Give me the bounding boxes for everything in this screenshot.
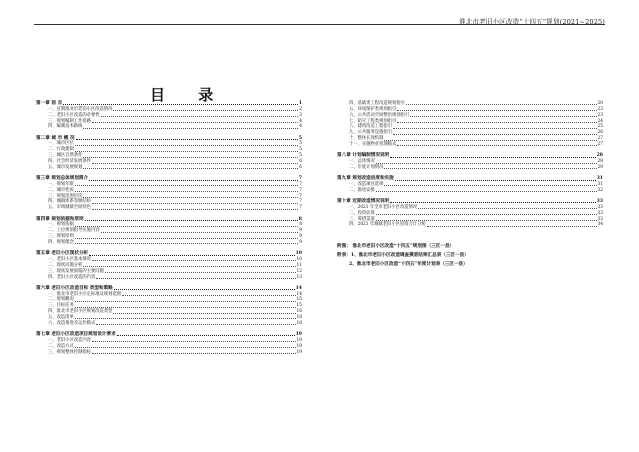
toc-page-number: 11 (296, 262, 302, 268)
toc-page-number: 34 (597, 222, 603, 228)
toc-leader-dots (89, 180, 298, 181)
toc-leader-dots (92, 341, 296, 342)
toc-leader-dots (92, 353, 296, 354)
toc-page-number: 10 (296, 256, 302, 262)
toc-page-number: 26 (597, 130, 603, 136)
toc-leader-dots (122, 295, 295, 296)
toc-page-number: 5 (299, 141, 302, 147)
toc-leader-dots (397, 145, 596, 146)
toc-leader-dots (92, 209, 298, 210)
toc-entry-title: 四、编制技术路线 (48, 124, 83, 130)
toc-leader-dots (92, 163, 298, 164)
toc-section-entry[interactable] (36, 350, 302, 356)
toc-entry-title: 五、改造清单 (48, 314, 74, 320)
toc-page-number: 9 (299, 228, 302, 234)
toc-section-entry[interactable] (36, 205, 302, 211)
toc-leader-dots (406, 104, 597, 105)
toc-entry-title: 七、防灾工程类规划指引 (349, 118, 397, 124)
toc-page-number: 7 (298, 176, 302, 182)
toc-entry-title: 一、近期淮北市老旧小区改造情况 (48, 106, 113, 112)
toc-entry-title: 五、城市发展规划 (48, 164, 83, 170)
toc-entry-title: 第五章 老旧小区现状分析 (36, 251, 89, 257)
toc-leader-dots (117, 335, 295, 336)
toc-entry-title: 四、淮北市老旧小区规划改造类型 (48, 309, 113, 315)
toc-leader-dots (397, 110, 596, 111)
page-header: 淮北市老旧小区改造“十四五”规划(2021~2025) (459, 18, 605, 26)
toc-page-number: 4 (299, 124, 302, 130)
toc-page-number: 27 (597, 136, 603, 142)
toc-leader-dots (75, 185, 298, 186)
toc-leader-dots (113, 313, 295, 314)
toc-entry-title: 五、环境保护类规划指引 (349, 106, 397, 112)
toc-entry-title: 第一章 前 言 (36, 101, 63, 106)
toc-entry-title: 第七章 老旧小区改造项目规划设计要求 (36, 332, 116, 337)
toc-leader-dots (83, 128, 298, 129)
toc-page-number: 8 (299, 222, 302, 228)
toc-page-number: 5 (299, 147, 302, 153)
toc-page-number: 31 (597, 181, 603, 187)
toc-page-number: 31 (596, 176, 603, 182)
toc-page-number: 27 (597, 142, 603, 148)
toc-page-number: 12 (296, 268, 302, 274)
toc-leader-dots (410, 116, 596, 117)
toc-entry-title: 第六章 老旧小区改造目标 类型和策略 (36, 285, 113, 291)
toc-entry-title: 四、老旧小区改造的内容 (48, 274, 96, 280)
toc-leader-dots (75, 301, 296, 302)
toc-leader-dots (92, 203, 298, 204)
toc-leader-dots (96, 278, 295, 279)
toc-entry-title: 二、行政建制 (48, 147, 74, 153)
toc-entry-title: 二、上位规划指导实施内容 (48, 228, 100, 234)
toc-page-number: 3 (299, 112, 302, 118)
toc-leader-dots (92, 122, 298, 123)
toc-leader-dots (105, 272, 296, 273)
toc-page-number: 33 (597, 210, 603, 216)
toc-entry-title: 一、规划年限 (48, 181, 74, 187)
toc-leader-dots (75, 318, 296, 319)
toc-leader-dots (83, 157, 298, 158)
toc-page-number: 7 (299, 187, 302, 193)
toc-entry-title: 三、规划原则 (48, 234, 74, 240)
toc-entry-title: 三、筹措渠道 (349, 216, 375, 222)
toc-leader-dots (83, 168, 298, 169)
toc-entry-title: 第九章 规划改造进度和实施 (337, 176, 394, 182)
toc-title: 目 录 (150, 86, 228, 104)
toc-section-entry[interactable] (36, 165, 302, 171)
toc-leader-dots (376, 214, 597, 215)
toc-page-number: 28 (597, 159, 603, 165)
toc-page-number: 19 (296, 349, 302, 355)
toc-leader-dots (390, 202, 595, 203)
toc-page-number: 7 (299, 193, 302, 199)
toc-page-number: 2 (299, 106, 302, 112)
toc-section-entry[interactable] (337, 222, 603, 228)
toc-entry-title: 四、基础类工程改造规划指引 (349, 101, 405, 106)
toc-leader-dots (75, 238, 298, 239)
toc-leader-dots (384, 140, 596, 141)
toc-leader-dots (75, 243, 298, 244)
toc-page-number: 23 (597, 112, 603, 118)
toc-page-number: 13 (296, 274, 302, 280)
toc-entry-title: 二、现状问题分析 (48, 262, 83, 268)
appendix-list (337, 242, 603, 269)
toc-entry-title: 四、2021 年城镇老旧小区投资合计分析 (349, 222, 426, 228)
toc-page-number: 7 (299, 199, 302, 205)
toc-section-entry[interactable] (337, 142, 603, 148)
toc-page-number: 14 (295, 285, 302, 291)
toc-entry-title: 一、规划依据 (48, 222, 74, 228)
toc-right-list (337, 101, 603, 228)
toc-page-number: 23 (597, 106, 603, 112)
appendix-item: 附表：1、淮北市老旧小区改造调查摸底结果汇总表（三区一县） (337, 253, 469, 259)
toc-entry-title: 第二章 城 市 概 况 (36, 135, 75, 141)
toc-page-number: 19 (296, 343, 302, 349)
toc-entry-title: 四、规划理念 (48, 239, 74, 245)
toc-section-entry[interactable] (337, 165, 603, 171)
toc-leader-dots (76, 139, 298, 140)
toc-page-number: 10 (295, 251, 302, 257)
toc-leader-dots (83, 266, 295, 267)
toc-entry-title: 二、推进安排 (349, 187, 375, 193)
toc-page-number: 24 (597, 118, 603, 124)
toc-page-number: 15 (296, 297, 302, 303)
toc-left-column (36, 101, 302, 355)
toc-leader-dots (75, 226, 298, 227)
toc-leader-dots (427, 226, 597, 227)
toc-leader-dots (83, 197, 298, 198)
toc-entry-title: 三、规划整体控制指标 (48, 349, 91, 355)
toc-entry-title: 一、淮北市老旧小区定标准及规划范围 (48, 291, 122, 297)
toc-entry-title: 二、投资估算 (349, 210, 375, 216)
toc-page-number: 7 (299, 205, 302, 211)
toc-entry-title: 三、目标任务 (48, 303, 74, 309)
toc-entry-title: 第三章 规划总体规划简介 (36, 176, 89, 182)
toc-page-number: 9 (299, 234, 302, 240)
toc-leader-dots (418, 208, 596, 209)
toc-entry-title: 六、公共活动空间整治规划指引 (349, 112, 410, 118)
toc-entry-title: 八、建筑改造工程指引 (349, 124, 392, 130)
appendix-item: 2、淮北市老旧小区改造“十四五”年度计划表（三区一县） (349, 262, 468, 268)
toc-entry-title: 一、老旧小区改造内容 (48, 337, 91, 343)
toc-leader-dots (393, 128, 597, 129)
toc-section-entry[interactable] (36, 275, 302, 281)
toc-leader-dots (376, 191, 597, 192)
toc-leader-dots (75, 347, 296, 348)
toc-page-number: 25 (597, 124, 603, 130)
toc-entry-title: 二、规划概况 (48, 297, 74, 303)
toc-leader-dots (393, 134, 597, 135)
toc-leader-dots (89, 255, 294, 256)
toc-leader-dots (92, 260, 296, 261)
toc-leader-dots (113, 110, 298, 111)
toc-leader-dots (75, 191, 298, 192)
toc-entry-title: 二、老旧小区改造的必要性 (48, 112, 100, 118)
toc-entry-title: 一、城市区位 (48, 141, 74, 147)
toc-entry-title: 六、改造推进及运作模式 (48, 320, 96, 326)
toc-entry-title: 四、城镇体系等级结构 (48, 199, 91, 205)
toc-page-number: 18 (296, 314, 302, 320)
toc-page-number: 33 (597, 216, 603, 222)
toc-entry-title: 二、改造方式 (48, 343, 74, 349)
toc-leader-dots (397, 122, 596, 123)
toc-leader-dots (395, 180, 596, 181)
toc-leader-dots (101, 116, 299, 117)
toc-entry-title: 三、现状发展面临的主要问题 (48, 268, 104, 274)
toc-leader-dots (384, 168, 596, 169)
toc-page-number: 28 (596, 153, 603, 159)
toc-entry-title: 一、老旧小区基本情况 (48, 256, 91, 262)
toc-page-number: 6 (299, 159, 302, 165)
toc-section-entry[interactable] (36, 240, 302, 246)
toc-entry-title: 一、2021 年全市老旧小区改造情况 (349, 204, 418, 210)
toc-leader-dots (114, 289, 295, 290)
toc-page-number: 33 (596, 198, 603, 204)
toc-entry-title: 十一、实施物业管理模式 (349, 142, 397, 148)
toc-entry-title: 第八章 计划编制情况说明 (337, 153, 390, 159)
toc-section-entry[interactable] (36, 321, 302, 327)
toc-page-number: 8 (298, 216, 302, 222)
toc-leader-dots (390, 157, 595, 158)
toc-page-number: 5 (298, 135, 302, 141)
toc-page-number: 15 (296, 303, 302, 309)
appendix-item: 附图： 淮北市老旧小区改造“十四五”规划图（三区一县） (337, 244, 455, 250)
toc-entry-title: 三、城区自然条件 (48, 153, 83, 159)
toc-leader-dots (63, 104, 298, 105)
toc-page-number: 19 (295, 332, 302, 337)
toc-entry-title: 二、年度计划情况 (349, 164, 384, 170)
toc-entry-title: 九、公共服务设施指引 (349, 130, 392, 136)
toc-entry-title: 一、改造项目选择 (349, 181, 384, 187)
toc-leader-dots (376, 163, 597, 164)
toc-entry-title: 五、市域城镇空间特色 (48, 205, 91, 211)
toc-page-number: 16 (296, 309, 302, 315)
toc-entry-title: 三、规划范围层次 (48, 193, 83, 199)
toc-leader-dots (75, 151, 298, 152)
header-divider (34, 24, 605, 25)
toc-entry-title: 第四章 规划依据和原则 (36, 216, 84, 222)
toc-leader-dots (96, 324, 295, 325)
toc-entry-title: 二、城市性质 (48, 187, 74, 193)
toc-section-entry[interactable] (337, 188, 603, 194)
toc-page-number: 19 (296, 337, 302, 343)
toc-page-number: 5 (299, 153, 302, 159)
toc-entry-title: 四、社会经济发展条件 (48, 159, 91, 165)
toc-leader-dots (384, 185, 596, 186)
toc-leader-dots (75, 307, 296, 308)
toc-leader-dots (101, 232, 299, 233)
toc-leader-dots (85, 220, 298, 221)
toc-right-column (337, 101, 603, 269)
toc-entry-title: 十、整体长效机制 (349, 136, 384, 142)
toc-page-number: 18 (296, 320, 302, 326)
toc-entry-title: 三、规划编制工作思路 (48, 118, 91, 124)
toc-entry-title: 第十章 近期改造情况说明 (337, 198, 390, 204)
toc-section-entry[interactable] (36, 124, 302, 130)
toc-leader-dots (376, 220, 597, 221)
toc-page-number: 32 (597, 187, 603, 193)
toc-page-number: 6 (299, 164, 302, 170)
toc-page-number: 9 (299, 239, 302, 245)
toc-page-number: 7 (299, 181, 302, 187)
toc-page-number: 14 (296, 291, 302, 297)
toc-page-number: 29 (597, 164, 603, 170)
toc-entry-title: 一、总体情况 (349, 159, 375, 165)
toc-page-number: 4 (299, 118, 302, 124)
toc-page-number: 1 (298, 101, 302, 106)
toc-leader-dots (75, 145, 298, 146)
toc-page-number: 20 (597, 101, 603, 106)
toc-page-number: 33 (597, 204, 603, 210)
